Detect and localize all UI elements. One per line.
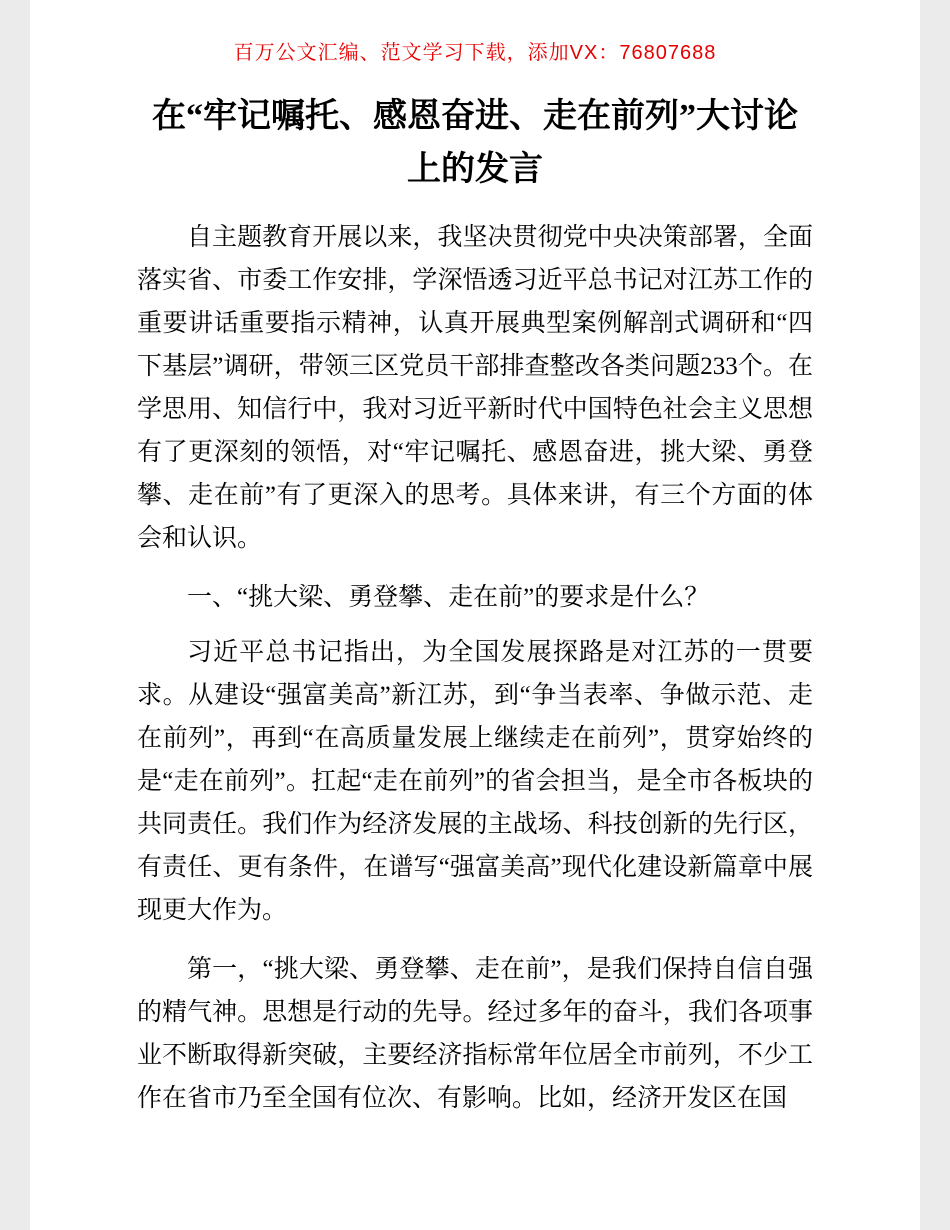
- document-content: [137, 0, 813, 1120]
- page-gutter-right: [920, 0, 950, 1230]
- paragraph-3: 第一，“挑大梁、勇登攀、走在前”，是我们保持自信自强的精气神。思想是行动的先导。经过多年的奋斗，我们各项事业不断取得新突破，主要经济指标常年位居全市前列，不少工作在省市乃至全国有位次、有影响。比如，经济开发区在国: [137, 956, 813, 1113]
- document-title: 在“牢记嘱托、感恩奋进、走在前列”大讨论上的发言: [152, 98, 798, 188]
- section-heading-1: 一、“挑大梁、勇登攀、走在前”的要求是什么？: [187, 584, 710, 612]
- paragraph-intro: 自主题教育开展以来，我坚决贯彻党中央决策部署，全面落实省、市委工作安排，学深悟透习近平总书记对江苏工作的重要讲话重要指示精神，认真开展典型案例解剖式调研和“四下基层”调研，带领三区党员干部排查整改各类问题233个。在学思用、知信行中，我对习近平新时代中国特色社会主义思想有了更深刻的领悟，对“牢记嘱托、感恩奋进，挑大梁、勇登攀、走在前”有了更深入的思考。具体来讲，有三个方面的体会和认识。: [137, 224, 813, 553]
- page-gutter-left: [0, 0, 30, 1230]
- promo-notice: 百万公文汇编、范文学习下载，添加VX：76807688: [233, 42, 717, 64]
- paragraph-2: 习近平总书记指出，为全国发展探路是对江苏的一贯要求。从建设“强富美高”新江苏，到“争当表率、争做示范、走在前列”，再到“在高质量发展上继续走在前列”，贯穿始终的是“走在前列”。扛起“走在前列”的省会担当，是全市各板块的共同责任。我们作为经济发展的主战场、科技创新的先行区，有责任、更有条件，在谱写“强富美高”现代化建设新篇章中展现更大作为。: [137, 639, 813, 925]
